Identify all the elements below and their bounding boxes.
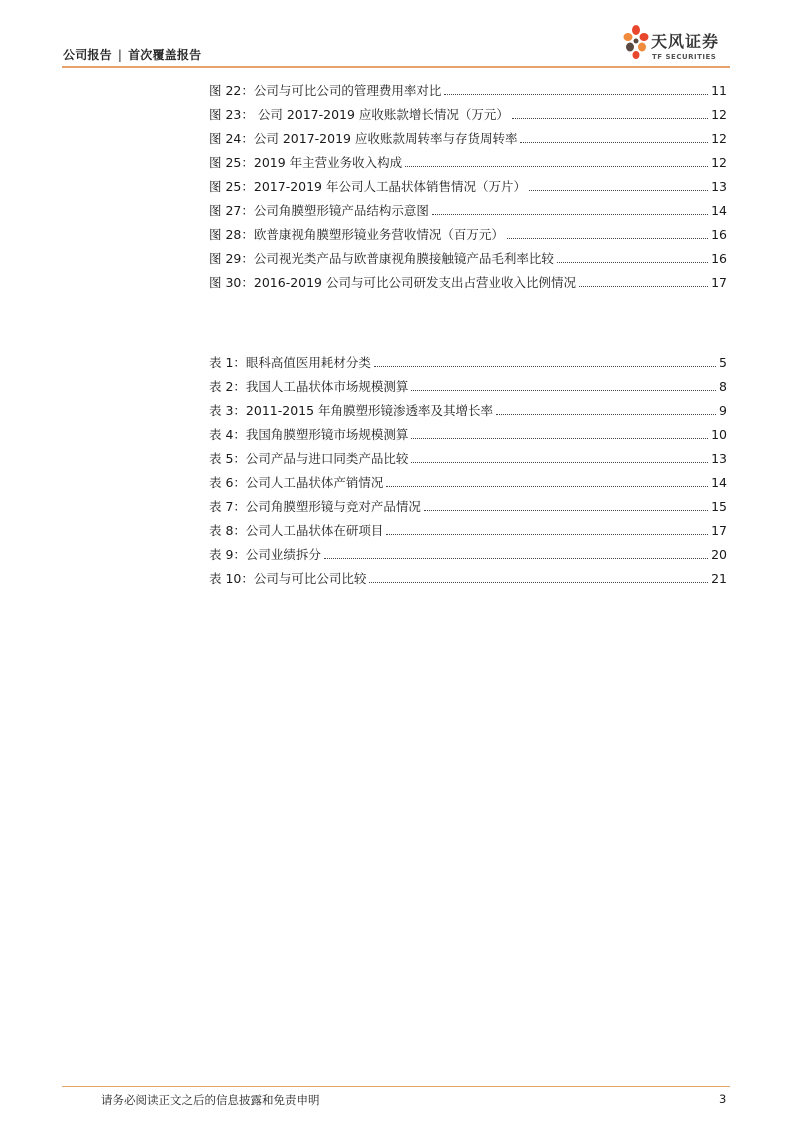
toc-entry[interactable] xyxy=(209,347,727,371)
toc-entry[interactable] xyxy=(209,195,727,219)
toc-entry[interactable] xyxy=(209,443,727,467)
toc-title: 表 5：公司产品与进口同类产品比较 xyxy=(209,451,409,466)
toc-title: 表 3：2011-2015 年角膜塑形镜渗透率及其增长率 xyxy=(209,403,494,418)
toc-entry[interactable] xyxy=(209,243,727,267)
logo-flower-icon xyxy=(621,24,651,68)
leader-dots xyxy=(512,118,708,119)
toc-page: 9 xyxy=(719,403,727,418)
page-number: 3 xyxy=(719,1092,727,1106)
toc-entry[interactable] xyxy=(209,99,727,123)
toc-title: 表 8：公司人工晶状体在研项目 xyxy=(209,523,384,538)
toc-page: 12 xyxy=(711,155,727,170)
leader-dots xyxy=(432,214,708,215)
toc-page: 20 xyxy=(711,547,727,562)
leader-dots xyxy=(369,582,708,583)
leader-dots xyxy=(557,262,708,263)
leader-dots xyxy=(386,534,708,535)
report-type: 公司报告 xyxy=(63,48,112,62)
toc-title: 表 2：我国人工晶状体市场规模测算 xyxy=(209,379,409,394)
leader-dots xyxy=(324,558,708,559)
toc-page: 17 xyxy=(711,523,727,538)
toc-title: 表 7：公司角膜塑形镜与竞对产品情况 xyxy=(209,499,421,514)
toc-page: 15 xyxy=(711,499,727,514)
toc-title: 图 25：2019 年主营业务收入构成 xyxy=(209,155,403,170)
toc-entry[interactable] xyxy=(209,491,727,515)
leader-dots xyxy=(579,286,708,287)
toc-page: 8 xyxy=(719,379,727,394)
logo-name-cn: 天风证券 xyxy=(651,32,720,51)
toc-page: 10 xyxy=(711,427,727,442)
footer-disclaimer: 请务必阅读正文之后的信息披露和免责申明 xyxy=(101,1093,320,1107)
leader-dots xyxy=(424,510,708,511)
leader-dots xyxy=(444,94,708,95)
toc-entry[interactable] xyxy=(209,123,727,147)
leader-dots xyxy=(374,366,716,367)
toc-page: 13 xyxy=(711,179,727,194)
toc-title: 表 9：公司业绩拆分 xyxy=(209,547,321,562)
toc-page: 5 xyxy=(719,355,727,370)
toc-title: 图 27：公司角膜塑形镜产品结构示意图 xyxy=(209,203,429,218)
toc-page: 21 xyxy=(711,571,727,586)
toc-entry[interactable] xyxy=(209,147,727,171)
toc-entry[interactable] xyxy=(209,515,727,539)
toc-title: 图 30：2016-2019 公司与可比公司研发支出占营业收入比例情况 xyxy=(209,275,576,290)
toc-page: 12 xyxy=(711,107,727,122)
toc-entry[interactable] xyxy=(209,563,727,587)
toc-page: 17 xyxy=(711,275,727,290)
toc-page: 11 xyxy=(711,83,727,98)
footer-divider xyxy=(62,1086,730,1087)
report-coverage: 首次覆盖报告 xyxy=(128,48,202,62)
toc-entry[interactable] xyxy=(209,219,727,243)
table-list xyxy=(209,347,727,587)
toc-page: 14 xyxy=(711,203,727,218)
toc-entry[interactable] xyxy=(209,419,727,443)
figure-list xyxy=(209,75,727,291)
toc-entry[interactable] xyxy=(209,171,727,195)
toc-entry[interactable] xyxy=(209,395,727,419)
toc-title: 表 4：我国角膜塑形镜市场规模测算 xyxy=(209,427,409,442)
leader-dots xyxy=(529,190,708,191)
leader-dots xyxy=(496,414,716,415)
toc-title: 表 1：眼科高值医用耗材分类 xyxy=(209,355,371,370)
toc-page: 13 xyxy=(711,451,727,466)
toc-page: 12 xyxy=(711,131,727,146)
toc-title: 图 23： 公司 2017-2019 应收账款增长情况（万元） xyxy=(209,107,509,122)
leader-dots xyxy=(386,486,708,487)
report-header xyxy=(63,46,201,63)
leader-dots xyxy=(520,142,708,143)
toc-title: 图 25：2017-2019 年公司人工晶状体销售情况（万片） xyxy=(209,179,526,194)
toc-title: 表 10：公司与可比公司比较 xyxy=(209,571,367,586)
toc-page: 16 xyxy=(711,227,727,242)
toc-title: 图 24：公司 2017-2019 应收账款周转率与存货周转率 xyxy=(209,131,518,146)
logo-name-en: TF SECURITIES xyxy=(652,53,717,61)
header-divider xyxy=(62,66,730,68)
toc-title: 图 22：公司与可比公司的管理费用率对比 xyxy=(209,83,442,98)
header-separator: | xyxy=(117,48,123,62)
toc-page: 14 xyxy=(711,475,727,490)
toc-title: 图 29：公司视光类产品与欧普康视角膜接触镜产品毛利率比较 xyxy=(209,251,554,266)
leader-dots xyxy=(507,238,708,239)
leader-dots xyxy=(411,390,716,391)
company-logo xyxy=(621,24,736,68)
toc-title: 图 28：欧普康视角膜塑形镜业务营收情况（百万元） xyxy=(209,227,504,242)
toc-entry[interactable] xyxy=(209,371,727,395)
leader-dots xyxy=(411,438,708,439)
toc-title: 表 6：公司人工晶状体产销情况 xyxy=(209,475,384,490)
toc-entry[interactable] xyxy=(209,75,727,99)
leader-dots xyxy=(405,166,708,167)
leader-dots xyxy=(411,462,708,463)
toc-entry[interactable] xyxy=(209,267,727,291)
toc-page: 16 xyxy=(711,251,727,266)
toc-entry[interactable] xyxy=(209,539,727,563)
toc-entry[interactable] xyxy=(209,467,727,491)
